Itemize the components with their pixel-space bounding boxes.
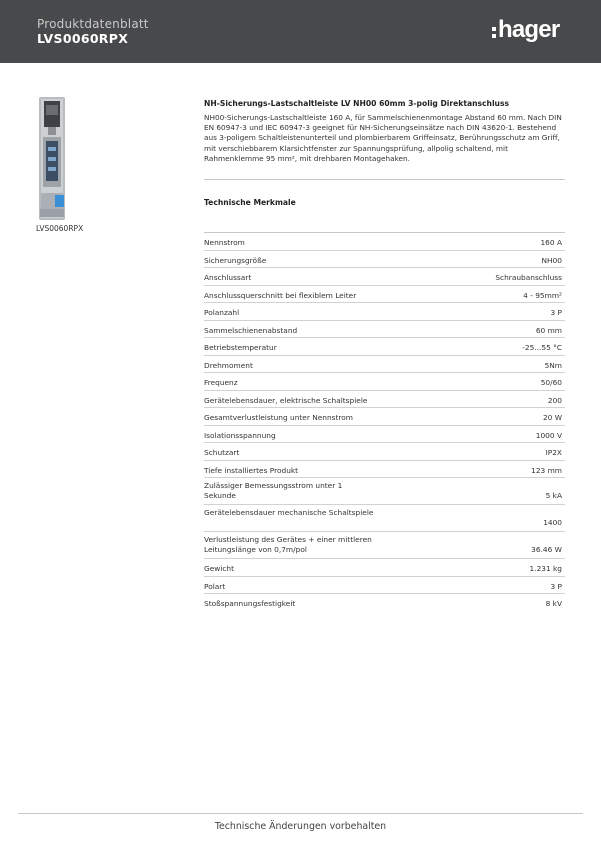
spec-value: 8 kV: [545, 599, 562, 608]
table-row: [204, 505, 565, 532]
product-title: NH-Sicherungs-Lastschaltleiste LV NH00 60mm 3-polig Direktanschluss: [204, 99, 509, 108]
spec-value: 3 P: [550, 581, 562, 591]
table-row: [204, 461, 565, 479]
spec-value: Schraubanschluss: [495, 273, 562, 282]
table-row: [204, 594, 565, 611]
spec-label: Verlustleistung des Gerätes + einer mittleren Leitungslänge von 0,7m/pol: [204, 535, 372, 554]
table-row: [204, 408, 565, 426]
table-row: [204, 426, 565, 444]
table-row: [204, 286, 565, 304]
spec-label: Anschlussart: [204, 273, 252, 282]
table-row: [204, 251, 565, 269]
spec-label: Isolationsspannung: [204, 430, 276, 440]
hager-logo: [492, 18, 559, 42]
spec-label: Polart: [204, 581, 226, 591]
spec-label: Polanzahl: [204, 308, 240, 317]
product-image-caption: LVS0060RPX: [36, 224, 84, 233]
table-row: [204, 321, 565, 339]
spec-label: Stoßspannungsfestigkeit: [204, 599, 296, 608]
table-row: [204, 532, 565, 559]
spec-label: Sicherungsgröße: [204, 255, 267, 265]
spec-label: Schutzart: [204, 448, 240, 457]
logo-wordmark: hager: [498, 16, 560, 43]
spec-label: Betriebstemperatur: [204, 343, 277, 352]
divider: [204, 179, 565, 180]
table-row: [204, 443, 565, 461]
spec-label: Frequenz: [204, 378, 238, 387]
product-image: [36, 97, 68, 220]
table-row: [204, 233, 565, 251]
spec-value: 4 - 95mm²: [523, 290, 562, 300]
table-row: [204, 373, 565, 391]
spec-value: 5 kA: [545, 491, 562, 500]
spec-value: 200: [547, 395, 562, 405]
spec-value: 3 P: [550, 308, 562, 317]
spec-value: 36.46 W: [531, 545, 562, 554]
spec-value: 5Nm: [544, 360, 562, 370]
table-row: [204, 356, 565, 374]
spec-value: -25...55 °C: [522, 343, 562, 352]
table-row: [204, 303, 565, 321]
spec-label: Gerätelebensdauer mechanische Schaltspiele: [204, 508, 374, 517]
product-code-heading: LVS0060RPX: [37, 31, 129, 46]
spec-label: Zulässiger Bemessungsstrom unter 1 Sekunde: [204, 481, 343, 500]
spec-label: Gewicht: [204, 564, 235, 573]
spec-value: 1400: [543, 518, 562, 527]
table-row: [204, 338, 565, 356]
spec-label: Drehmoment: [204, 360, 253, 370]
spec-label: Nennstrom: [204, 238, 245, 247]
table-row: [204, 478, 565, 505]
table-row: [204, 559, 565, 577]
spec-label: Sammelschienenabstand: [204, 325, 298, 335]
spec-value: IP2X: [545, 448, 562, 457]
spec-label: Tiefe installiertes Produkt: [204, 465, 299, 475]
footer-divider: [18, 813, 583, 814]
specs-heading: Technische Merkmale: [204, 198, 296, 207]
document-type: Produktdatenblatt: [37, 17, 149, 31]
product-description: NH00-Sicherungs-Lastschaltleiste 160 A, für Sammelschienenmontage Abstand 60 mm. Nach DIN EN 60947-3 und IEC 60947-3 geeignet für NH-Sicherungseinsätze nach DIN 43620-1. Bestehend aus 3-poligem Schaltleistenunterteil und plombierbarem Griffeinsatz, Berührungsschutz am Griff, mit verschiebbarem Klarsichtfenster zur Spannungsprüfung, allpolig schaltend, mit Rahmenklemme 95 mm², mit drehbaren Montagehaken.: [204, 113, 562, 163]
spec-value: 160 A: [540, 238, 562, 247]
spec-value: NH00: [541, 255, 562, 265]
header-bar: [0, 0, 601, 63]
table-row: [204, 268, 565, 286]
spec-value: 1.231 kg: [529, 564, 562, 573]
specs-table: [204, 232, 565, 611]
spec-label: Gesamtverlustleistung unter Nennstrom: [204, 413, 353, 422]
spec-label: Anschlussquerschnitt bei flexiblem Leiter: [204, 290, 357, 300]
footer-note: Technische Änderungen vorbehalten: [214, 821, 387, 832]
spec-value: 123 mm: [531, 465, 562, 475]
spec-value: 1000 V: [535, 430, 562, 440]
spec-label: Gerätelebensdauer, elektrische Schaltspiele: [204, 395, 368, 405]
spec-value: 50/60: [540, 378, 562, 387]
spec-value: 60 mm: [535, 325, 562, 335]
logo-dots-icon: [492, 27, 496, 38]
table-row: [204, 577, 565, 595]
table-row: [204, 391, 565, 409]
spec-value: 20 W: [542, 413, 562, 422]
